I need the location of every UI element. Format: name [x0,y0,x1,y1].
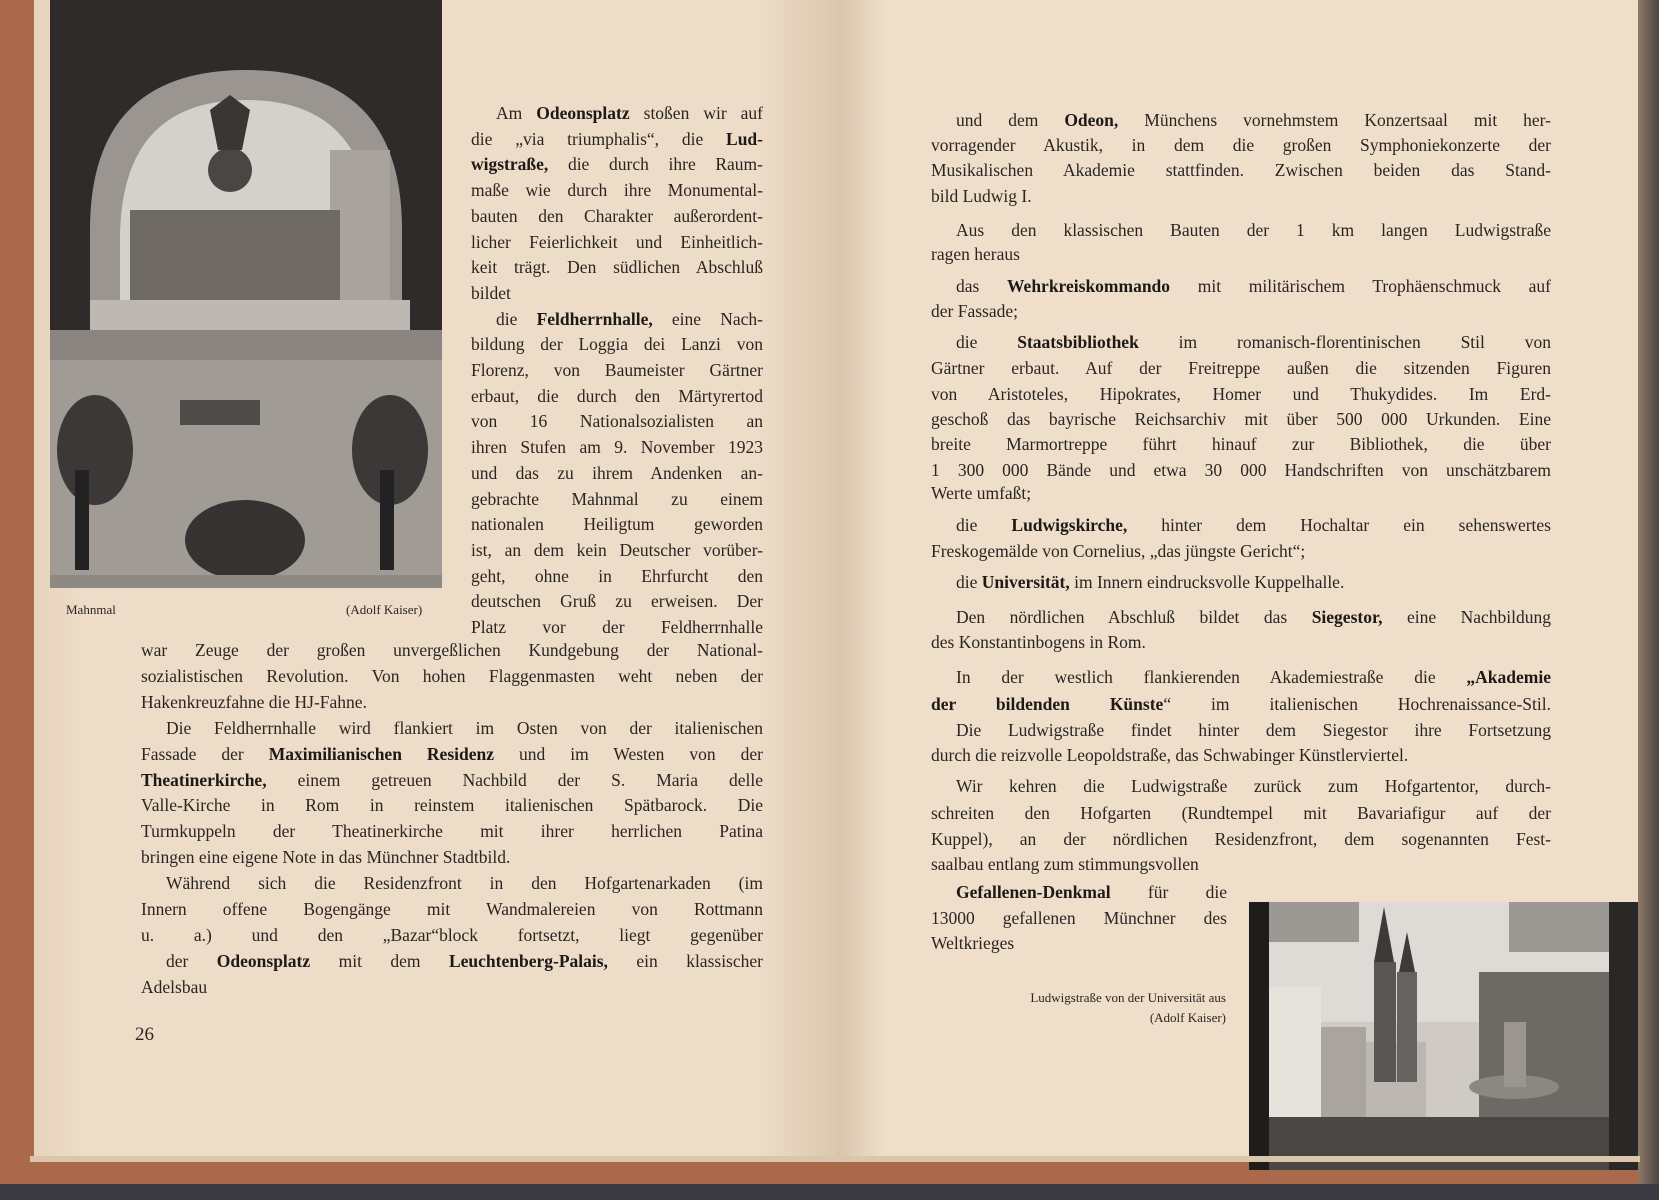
text-segment: und im Westen von der [494,743,763,764]
text-line: Hakenkreuzfahne die HJ-Fahne. [141,691,367,712]
text-line: gebrachte Mahnmal zu einem [471,488,763,509]
text-line [931,692,1551,716]
page-number: 26 [135,1024,154,1045]
text-segment: die [956,515,1012,535]
text-segment: Münchens vornehmstem Konzertsaal mit her- [1118,110,1551,130]
bold-term: Feldherrnhalle, [536,308,653,329]
text-segment: eine Nach- [652,308,763,329]
text-segment: der [166,950,217,971]
text-segment: In der westlich flankierenden Akademiestraße die [956,667,1467,687]
text-line [141,768,763,792]
text-line [956,880,1227,904]
text-segment: mit militärischem Trophäenschmuck auf [1170,276,1552,296]
text-segment: eine Nachbildung [1382,607,1551,627]
text-segment: hinter dem Hochaltar ein sehenswertes [1127,515,1551,535]
text-segment: stoßen wir auf [629,103,763,123]
text-line: ihren Stufen am 9. November 1923 [471,437,763,458]
text-line: der Fassade; [931,301,1018,321]
photo-caption: Ludwigstraße von der Universität aus [1030,990,1226,1005]
text-segment: die [956,332,1018,352]
text-line [166,949,763,973]
bold-term: „Akademie [1466,667,1551,687]
bold-term: Universität, [981,572,1070,592]
text-segment: und dem [956,110,1065,130]
text-segment: die „via triumphalis“, die [471,128,727,149]
text-line [956,665,1551,689]
text-line: Innern offene Bogengänge mit Wandmalereien von Rottmann [141,899,763,919]
bold-term: Odeon, [1064,110,1119,130]
text-line: deutschen Gruß zu erweisen. Der [471,591,763,612]
text-line: saalbau entlang zum stimmungsvollen [931,854,1199,874]
text-line [471,127,763,151]
photo-credit: (Adolf Kaiser) [346,602,423,617]
bold-term: Odeonsplatz [216,950,311,971]
photo-caption: Mahnmal [66,602,116,617]
text-line: nationalen Heiligtum geworden [471,514,763,535]
bold-term: Ludwigskirche, [1011,515,1128,535]
text-line: Musikalischen Akademie stattfinden. Zwischen beiden das Stand- [931,160,1551,180]
text-line: erbaut, die durch den Märtyrertod [471,385,763,406]
text-line [956,570,1551,594]
bold-term: Maximilianischen Residenz [268,743,494,764]
text-line: ist, an dem kein Deutscher vorüber- [471,539,763,560]
bold-term: Odeonsplatz [536,103,630,123]
text-line: Valle-Kirche in Rom in reinstem italienischen Spätbarock. Die [141,795,763,816]
text-line: breite Marmortreppe führt hinauf zur Bibliothek, die über [931,434,1551,454]
text-line: durch die reizvolle Leopoldstraße, das Schwabinger Künstlerviertel. [931,745,1409,765]
text-line: von 16 Nationalsozialisten an [471,411,763,432]
text-segment: im Innern eindrucksvolle Kuppelhalle. [1069,572,1345,592]
left-page [34,0,838,1156]
text-line: Wir kehren die Ludwigstraße zurück zum Hofgartentor, durch- [956,776,1551,796]
text-line: von Aristoteles, Hipokrates, Homer und Thukydides. Im Erd- [931,384,1551,404]
text-line: des Konstantinbogens in Rom. [931,632,1146,652]
text-line: bringen eine eigene Note in das Münchner Stadtbild. [141,847,511,868]
text-segment: Am [496,103,537,123]
text-line: Die Ludwigstraße findet hinter dem Siegestor ihre Fortsetzung [956,720,1551,740]
text-line [956,108,1551,132]
text-line: bildung der Loggia dei Lanzi von [471,334,763,355]
text-segment: mit dem [310,950,449,971]
book-edge [1638,0,1659,1184]
text-segment: Den nördlichen Abschluß bildet das [956,607,1312,627]
text-line: bild Ludwig I. [931,186,1032,206]
text-line: und das zu ihrem Andenken an- [471,462,763,483]
text-line: Die Feldherrnhalle wird flankiert im Osten von der italienischen [166,717,763,738]
text-line [496,101,763,125]
page-bottom-edge [30,1156,1640,1162]
text-line [956,274,1551,298]
text-line: ragen heraus [931,244,1020,264]
text-line: bauten den Charakter außerordent- [471,205,763,226]
text-line: 13000 gefallenen Münchner des [931,908,1227,928]
photo-credit: (Adolf Kaiser) [1149,1010,1226,1025]
text-line: Gärtner erbaut. Auf der Freitreppe außen die sitzenden Figuren [931,358,1551,378]
right-page [838,0,1638,1156]
text-line: sozialistischen Revolution. Von hohen Flaggenmasten weht neben der [141,665,763,686]
text-line: Turmkuppeln der Theatinerkirche mit ihrer herrlichen Patina [141,821,763,842]
bold-term: Wehrkreiskommando [1007,276,1171,296]
bold-term: Leuchtenberg-Palais, [448,950,608,971]
text-line: Kuppel), an der nördlichen Residenzfront, dem sogenannten Fest- [931,829,1551,849]
text-segment: einem getreuen Nachbild der S. Maria delle [266,769,763,790]
text-line: u. a.) und den „Bazar“block fortsetzt, liegt gegenüber [141,924,763,945]
text-line: geschoß das bayrische Reichsarchiv mit über 500 000 Urkunden. Eine [931,409,1551,429]
text-segment: ein klassischer [607,950,763,971]
text-line [141,742,763,766]
bold-term: Lud- [726,128,763,149]
text-segment: die [956,572,982,592]
text-line [471,152,763,176]
ludwigstrasse-photo-image [1249,902,1638,1170]
text-segment: das [956,276,1008,296]
photo-ludwigstrasse [1249,902,1638,1170]
text-line: geht, ohne in Ehrfurcht den [471,565,763,586]
bold-term: Theatinerkirche, [141,769,267,790]
bold-term: Gefallenen-Denkmal [956,882,1111,902]
text-line: maße wie durch ihre Monumental- [471,180,763,201]
text-line: Freskogemälde von Cornelius, „das jüngste Gericht“; [931,541,1306,561]
text-line: Während sich die Residenzfront in den Hofgartenarkaden (im [166,873,763,894]
text-line: Weltkrieges [931,933,1015,953]
text-line: war Zeuge der großen unvergeßlichen Kundgebung der National- [141,640,763,660]
text-line: schreiten den Hofgarten (Rundtempel mit Bavariafigur auf der [931,803,1551,823]
text-segment: für die [1110,882,1227,902]
bold-term: der bildenden Künste [931,694,1164,714]
bold-term: wigstraße, [471,154,549,175]
photo-mahnmal [50,0,442,588]
text-line: licher Feierlichkeit und Einheitlich- [471,231,763,252]
text-segment: die [496,308,537,329]
text-line [956,513,1551,537]
text-line [496,307,763,331]
text-line: Adelsbau [141,976,208,997]
text-line: Werte umfaßt; [931,483,1032,503]
text-segment: im romanisch-florentinischen Stil von [1138,332,1551,352]
text-line: Florenz, von Baumeister Gärtner [471,360,763,380]
text-line: vorragender Akustik, in dem die großen Symphoniekonzerte der [931,135,1551,155]
text-line: Platz vor der Feldherrnhalle [471,617,763,637]
text-line: keit trägt. Den südlichen Abschluß [471,257,763,278]
text-line: bildet [471,282,511,303]
text-segment: “ im italienischen Hochrenaissance-Stil. [1163,694,1551,714]
text-segment: Fassade der [141,743,269,764]
mahnmal-photo-image [50,0,442,588]
bold-term: Staatsbibliothek [1017,332,1139,352]
text-line [956,605,1551,629]
bold-term: Siegestor, [1311,607,1383,627]
text-line [956,330,1551,354]
text-line: 1 300 000 Bände und etwa 30 000 Handschriften von unschätzbarem [931,460,1551,480]
text-line: Aus den klassischen Bauten der 1 km langen Ludwigstraße [956,220,1551,240]
text-segment: die durch ihre Raum- [548,154,763,175]
